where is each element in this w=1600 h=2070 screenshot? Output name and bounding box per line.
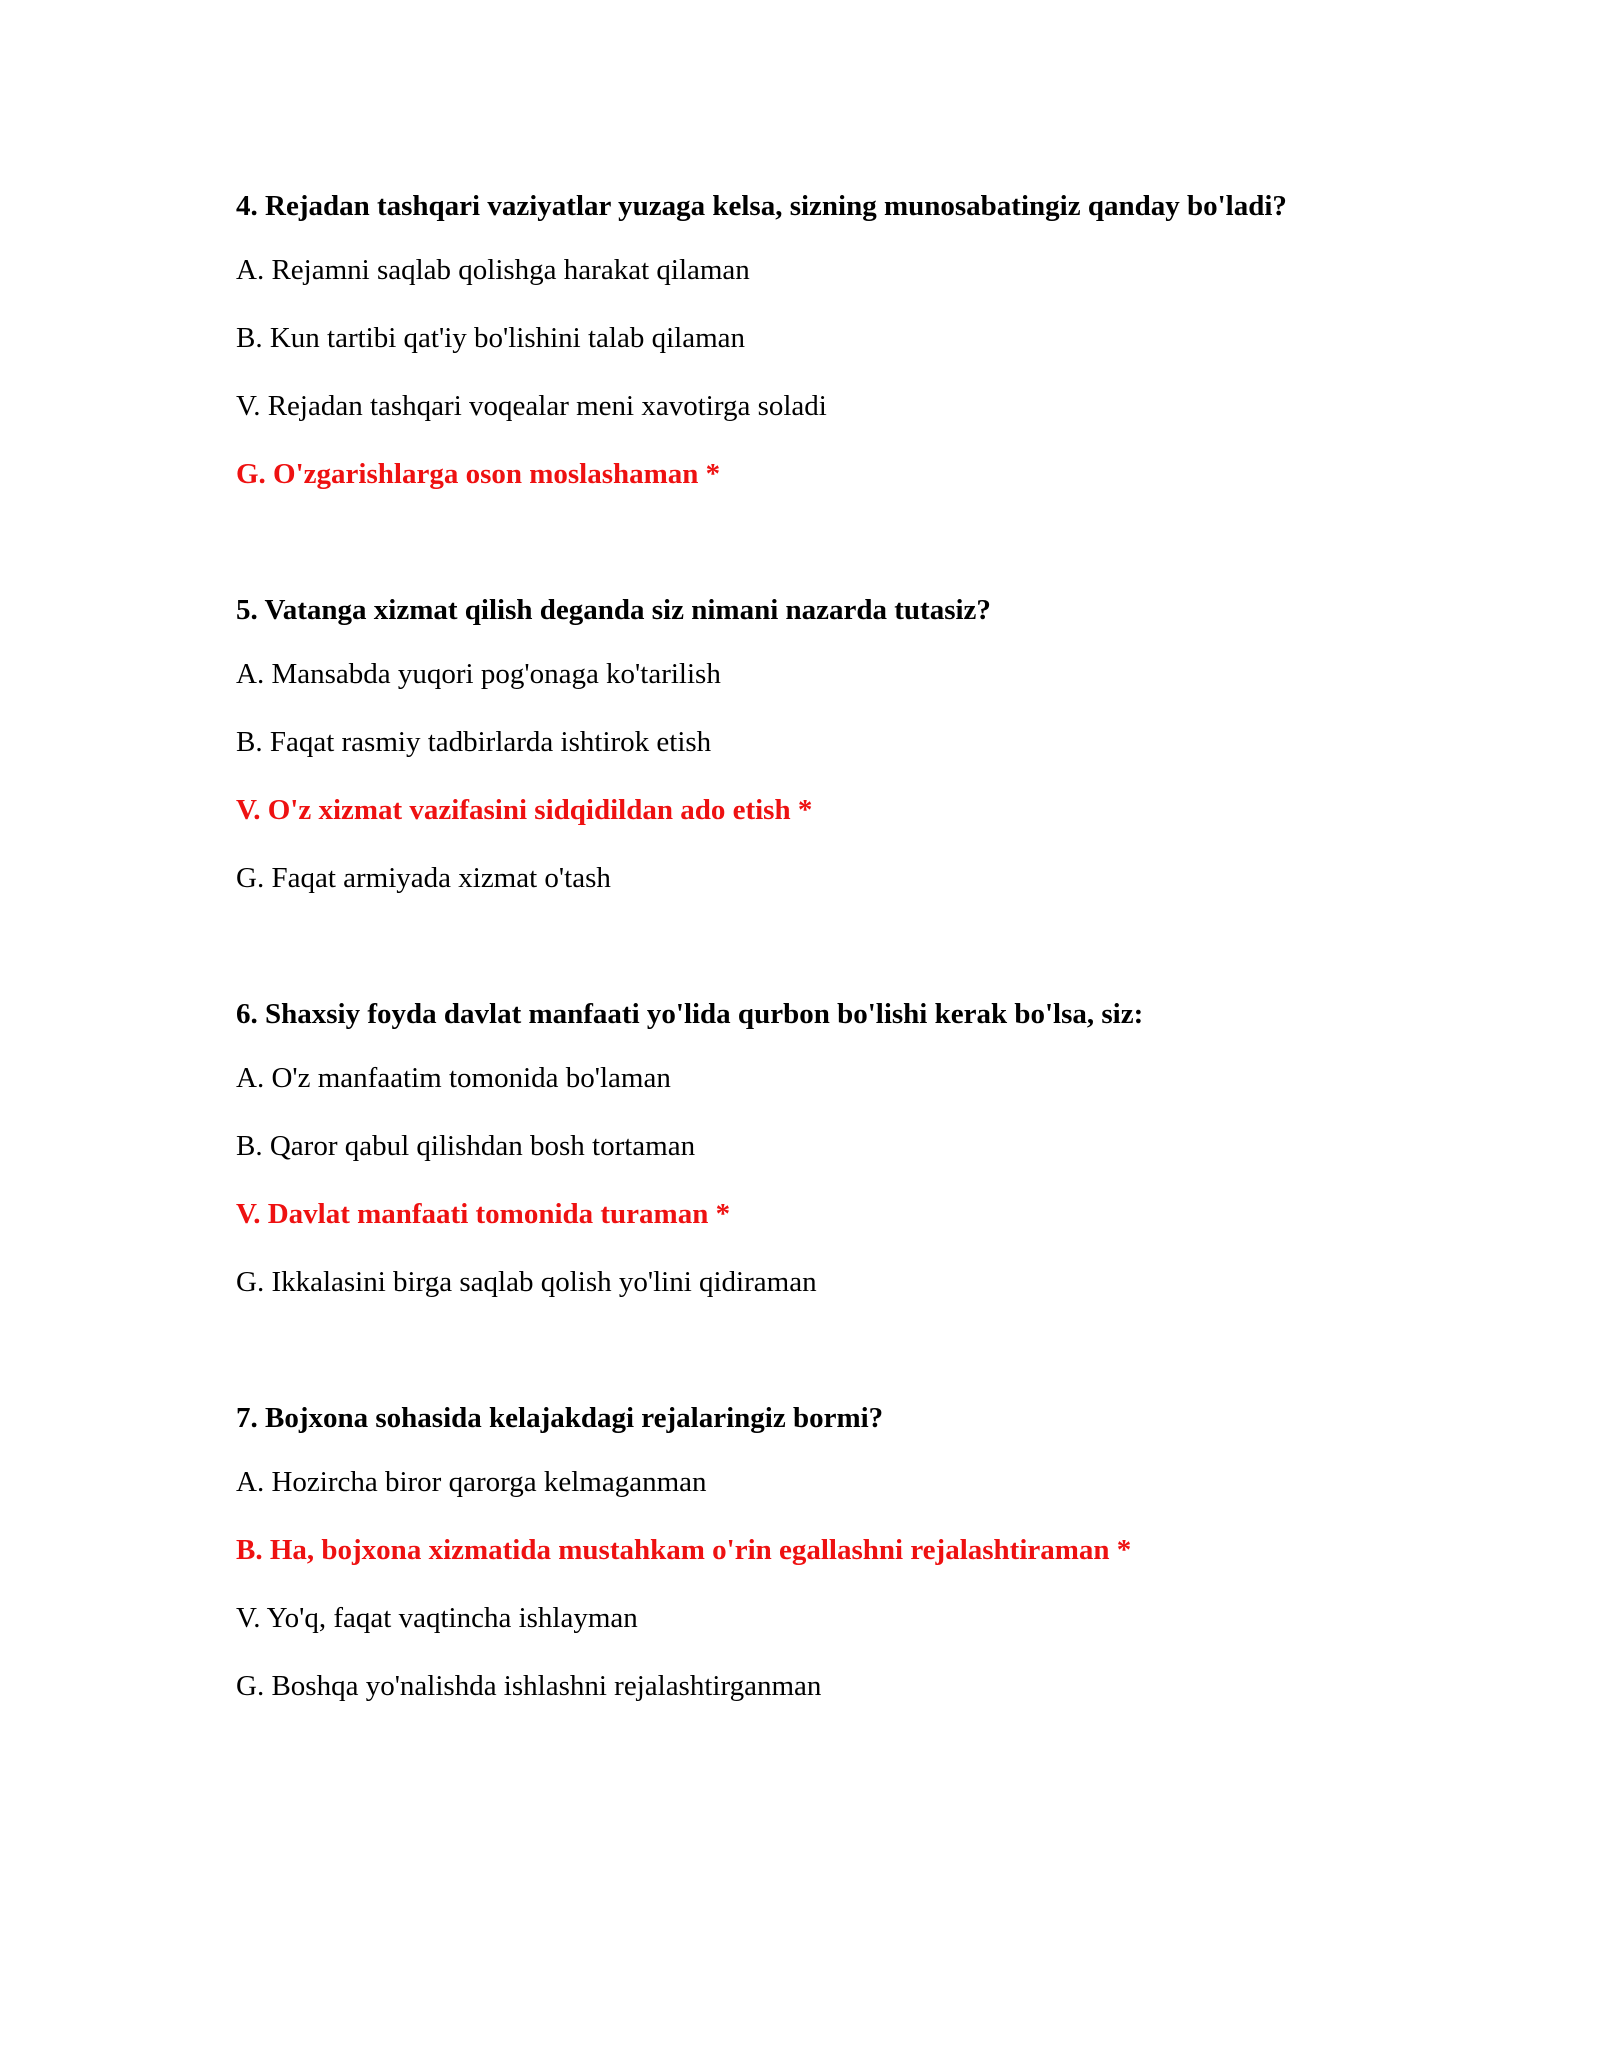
answer-option: A. Mansabda yuqori pog'onaga ko'tarilish bbox=[236, 658, 721, 690]
correct-answer-option: V. Davlat manfaati tomonida turaman * bbox=[236, 1198, 731, 1230]
answer-option: B. Qaror qabul qilishdan bosh tortaman bbox=[236, 1130, 696, 1162]
answer-option: B. Faqat rasmiy tadbirlarda ishtirok etish bbox=[236, 726, 712, 758]
correct-answer-option: V. O'z xizmat vazifasini sidqidildan ado etish * bbox=[236, 794, 813, 826]
answer-option: G. Faqat armiyada xizmat o'tash bbox=[236, 862, 611, 894]
question-text: 6. Shaxsiy foyda davlat manfaati yo'lida qurbon bo'lishi kerak bo'lsa, siz: bbox=[236, 998, 1144, 1030]
answer-option: V. Yo'q, faqat vaqtincha ishlayman bbox=[236, 1602, 638, 1634]
answer-option: V. Rejadan tashqari voqealar meni xavotirga soladi bbox=[236, 390, 827, 422]
answer-option: B. Kun tartibi qat'iy bo'lishini talab qilaman bbox=[236, 322, 746, 354]
correct-answer-option: G. O'zgarishlarga oson moslashaman * bbox=[236, 458, 721, 490]
question-text: 7. Bojxona sohasida kelajakdagi rejalaringiz bormi? bbox=[236, 1402, 884, 1434]
question-text: 5. Vatanga xizmat qilish deganda siz nimani nazarda tutasiz? bbox=[236, 594, 991, 626]
question-text: 4. Rejadan tashqari vaziyatlar yuzaga kelsa, sizning munosabatingiz qanday bo'ladi? bbox=[236, 190, 1287, 222]
question-block-5 bbox=[236, 590, 1326, 899]
answer-option: G. Ikkalasini birga saqlab qolish yo'lini qidiraman bbox=[236, 1266, 817, 1298]
question-block-7 bbox=[236, 1398, 1326, 1707]
answer-option: A. Hozircha biror qarorga kelmaganman bbox=[236, 1466, 707, 1498]
answer-option: G. Boshqa yo'nalishda ishlashni rejalashtirganman bbox=[236, 1670, 822, 1702]
correct-answer-option: B. Ha, bojxona xizmatida mustahkam o'rin egallashni rejalashtiraman * bbox=[236, 1534, 1132, 1566]
question-block-6 bbox=[236, 994, 1326, 1303]
answer-option: A. Rejamni saqlab qolishga harakat qilaman bbox=[236, 254, 750, 286]
question-block-4 bbox=[236, 186, 1326, 495]
answer-option: A. O'z manfaatim tomonida bo'laman bbox=[236, 1062, 671, 1094]
